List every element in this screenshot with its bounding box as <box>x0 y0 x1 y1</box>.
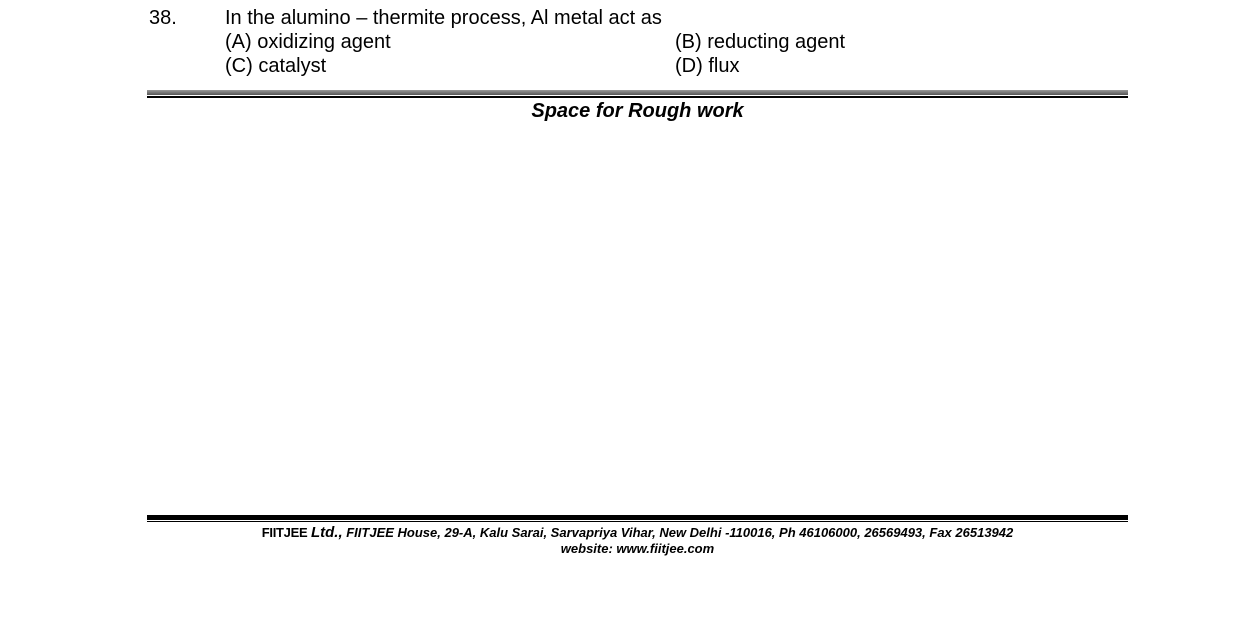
question-text: In the alumino – thermite process, Al metal act as <box>225 7 662 29</box>
option-d: (D) flux <box>675 55 740 77</box>
top-divider-thick <box>147 90 1128 95</box>
bottom-divider-thick <box>147 515 1128 520</box>
option-a: (A) oxidizing agent <box>225 31 391 53</box>
footer-address-line <box>147 525 1128 541</box>
top-divider <box>147 90 1128 98</box>
rough-work-title: Space for Rough work <box>531 100 744 122</box>
bottom-divider <box>147 515 1128 523</box>
question-number: 38. <box>149 7 177 29</box>
footer-address: FIITJEE House, 29-A, Kalu Sarai, Sarvapriya Vihar, New Delhi -110016, Ph 46106000, 26569493, Fax 26513942 <box>346 525 1014 540</box>
option-b: (B) reducting agent <box>675 31 846 53</box>
bottom-divider-thin <box>147 521 1128 522</box>
option-c: (C) catalyst <box>225 55 327 77</box>
footer-brand: FIITJEE <box>261 525 308 540</box>
footer-ltd: Ltd., <box>310 524 343 541</box>
top-divider-thin <box>147 96 1128 98</box>
page-footer <box>147 525 1128 557</box>
footer-website: website: www.fiitjee.com <box>560 541 715 556</box>
